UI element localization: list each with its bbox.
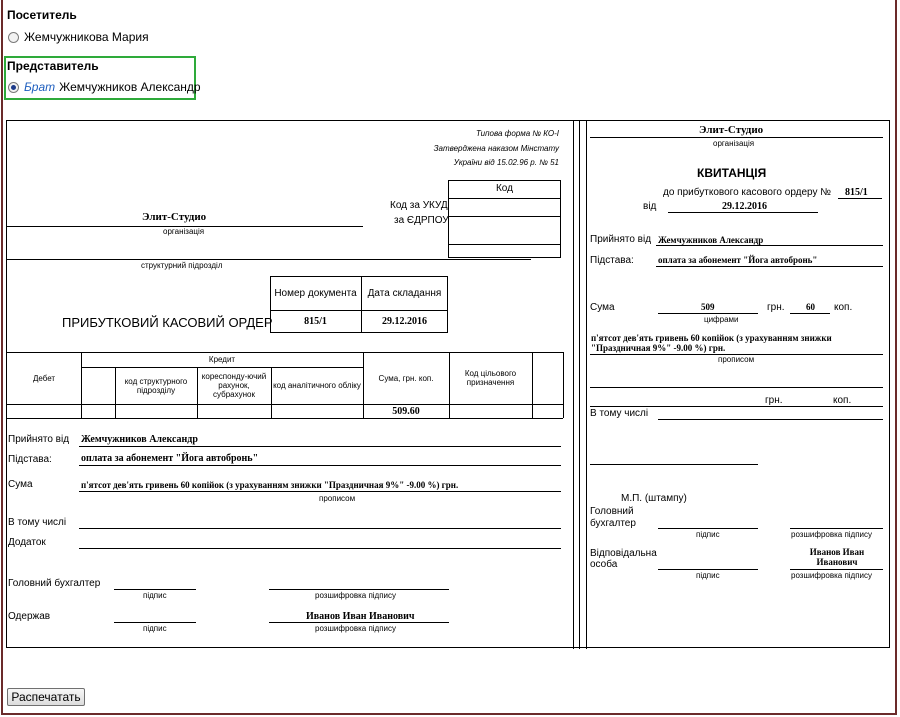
receipt-org-caption: організація bbox=[713, 139, 755, 148]
col-target: Код цільового призначення bbox=[464, 369, 517, 387]
receipt-decode-caption: розшифровка підпису bbox=[791, 530, 873, 539]
col-credit: Кредит bbox=[208, 355, 236, 364]
print-button[interactable]: Распечатать bbox=[7, 688, 85, 706]
representative-radio[interactable] bbox=[8, 82, 19, 93]
field-line bbox=[790, 313, 830, 314]
doc-number: 815/1 bbox=[304, 316, 327, 327]
cash-order-form bbox=[6, 120, 890, 648]
edrpou-label: за ЄДРПОУ bbox=[394, 215, 449, 226]
sign-line bbox=[790, 569, 883, 570]
receipt-sum-words: п'ятсот дев'ять гривень 60 копійок (з урахуванням знижки "Праздничная 9%" -9.00 %) грн. bbox=[591, 333, 832, 353]
col-struct: код структурного підрозділу bbox=[124, 376, 188, 395]
subdivision-caption: структурний підрозділ bbox=[141, 261, 223, 270]
table-line bbox=[7, 404, 563, 405]
got-label: Одержав bbox=[8, 611, 51, 622]
visitor-title: Посетитель bbox=[7, 8, 77, 22]
receipt-digits-caption: цифрами bbox=[704, 315, 739, 324]
code-box-line bbox=[448, 198, 561, 199]
col-analytic: код аналітичного обліку bbox=[273, 381, 361, 390]
field-line bbox=[590, 137, 883, 138]
receipt-stamp: М.П. (штампу) bbox=[621, 493, 687, 504]
receipt-basis-value: оплата за абонемент "Йога автобронь" bbox=[658, 255, 818, 265]
receipt-basis-label: Підстава: bbox=[590, 255, 634, 266]
table-line bbox=[7, 418, 563, 419]
sign-line bbox=[658, 569, 758, 570]
organization: Элит-Студио bbox=[142, 211, 207, 223]
receipt-kop-label2: коп. bbox=[833, 395, 852, 406]
receipt-resp-label2: особа bbox=[590, 559, 618, 570]
form-note: Затверджена наказом Мінстату bbox=[433, 144, 559, 153]
field-line bbox=[656, 266, 883, 267]
col-debet: Дебет bbox=[32, 373, 56, 383]
receipt-to-order: до прибуткового касового ордеру № bbox=[663, 187, 832, 198]
field-line bbox=[590, 387, 883, 388]
ukud-label: Код за УКУД bbox=[390, 200, 448, 211]
receipt-uah-label: грн. bbox=[767, 302, 785, 313]
doc-date-header: Дата складання bbox=[367, 287, 442, 299]
field-line bbox=[838, 198, 882, 199]
divider-line bbox=[573, 121, 574, 649]
receipt-from-label: від bbox=[643, 201, 657, 212]
receipt-kop-label: коп. bbox=[834, 302, 853, 313]
receipt-chief-label1: Головний bbox=[590, 506, 634, 517]
sign-line bbox=[269, 622, 449, 623]
chief-label: Головний бухгалтер bbox=[8, 578, 101, 589]
representative-title: Представитель bbox=[7, 59, 99, 73]
field-line bbox=[658, 313, 758, 314]
received-value: Жемчужников Александр bbox=[81, 434, 198, 445]
receipt-sign-caption: підпис bbox=[696, 530, 720, 539]
sign-line bbox=[114, 589, 196, 590]
receipt-date: 29.12.2016 bbox=[722, 201, 767, 212]
sign-line bbox=[658, 528, 758, 529]
col-sum: Сума, грн. коп. bbox=[378, 373, 434, 383]
visitor-option[interactable] bbox=[8, 30, 149, 44]
order-title: ПРИБУТКОВИЙ КАСОВИЙ ОРДЕР bbox=[62, 315, 273, 330]
representative-relation: Брат bbox=[24, 80, 56, 94]
sign-line bbox=[269, 589, 449, 590]
form-note: Типова форма № КО-І bbox=[476, 129, 559, 138]
receipt-sum-label: Сума bbox=[590, 302, 615, 313]
receipt-chief-label2: бухгалтер bbox=[590, 518, 636, 529]
code-box-line bbox=[448, 244, 561, 245]
received-label: Прийнято від bbox=[8, 434, 70, 445]
decode-caption: розшифровка підпису bbox=[315, 624, 397, 633]
got-name: Иванов Иван Иванович bbox=[306, 611, 415, 622]
field-line bbox=[79, 465, 561, 466]
receipt-title: КВИТАНЦІЯ bbox=[697, 166, 767, 180]
sign-caption: підпис bbox=[143, 624, 167, 633]
decode-caption: розшифровка підпису bbox=[315, 591, 397, 600]
receipt-sign-caption2: підпис bbox=[696, 571, 720, 580]
receipt-received-value: Жемчужников Александр bbox=[658, 235, 764, 245]
field-line bbox=[656, 245, 883, 246]
receipt-resp-name: Иванов Иван Иванович bbox=[809, 547, 865, 567]
doc-number-header: Номер документа bbox=[274, 287, 357, 299]
receipt-words-caption: прописом bbox=[718, 355, 755, 364]
basis-value: оплата за абонемент "Йога автобронь" bbox=[81, 453, 259, 464]
field-line bbox=[79, 528, 561, 529]
field-line bbox=[590, 464, 758, 465]
divider-line bbox=[586, 121, 587, 649]
table-line bbox=[532, 352, 533, 418]
field-line bbox=[79, 491, 561, 492]
representative-name: Жемчужников Александр bbox=[59, 80, 201, 94]
representative-option[interactable] bbox=[8, 80, 201, 94]
visitor-name: Жемчужникова Мария bbox=[24, 30, 149, 44]
table-line bbox=[563, 352, 564, 418]
sign-line bbox=[114, 622, 196, 623]
attach-label: Додаток bbox=[8, 537, 46, 548]
receipt-resp-label1: Відповідальна bbox=[590, 548, 657, 559]
visitor-radio[interactable] bbox=[8, 32, 19, 43]
receipt-received-label: Прийнято від bbox=[590, 234, 652, 245]
receipt-uah-label2: грн. bbox=[765, 395, 783, 406]
receipt-incl-label: В тому числі bbox=[590, 408, 649, 419]
incl-label: В тому числі bbox=[8, 517, 67, 528]
receipt-sum-kop: 60 bbox=[806, 302, 815, 312]
receipt-organization: Элит-Студио bbox=[699, 124, 764, 136]
col-corr: кореспонду-ючий рахунок, субрахунок bbox=[201, 372, 267, 399]
org-caption: організація bbox=[163, 227, 205, 236]
field-line bbox=[79, 548, 561, 549]
sum-value: 509.60 bbox=[392, 405, 420, 417]
words-caption: прописом bbox=[319, 494, 356, 503]
code-header: Код bbox=[495, 183, 513, 194]
divider-line bbox=[579, 121, 580, 649]
receipt-number: 815/1 bbox=[845, 187, 868, 198]
field-line bbox=[79, 446, 561, 447]
sum-label: Сума bbox=[8, 479, 33, 490]
field-line bbox=[590, 406, 883, 407]
field-line bbox=[668, 212, 818, 213]
sum-words: п'ятсот дев'ять гривень 60 копійок (з урахуванням знижки "Праздничная 9%" -9.00 %) грн. bbox=[81, 480, 459, 490]
form-note: України від 15.02.96 р. № 51 bbox=[453, 158, 559, 167]
sign-caption: підпис bbox=[143, 591, 167, 600]
sign-line bbox=[790, 528, 883, 529]
receipt-decode-caption2: розшифровка підпису bbox=[791, 571, 873, 580]
doc-date: 29.12.2016 bbox=[382, 316, 427, 327]
subdivision-line bbox=[7, 259, 531, 260]
receipt-sum-uah: 509 bbox=[701, 302, 715, 312]
code-box-line bbox=[448, 216, 561, 217]
field-line bbox=[658, 419, 883, 420]
basis-label: Підстава: bbox=[8, 454, 52, 465]
